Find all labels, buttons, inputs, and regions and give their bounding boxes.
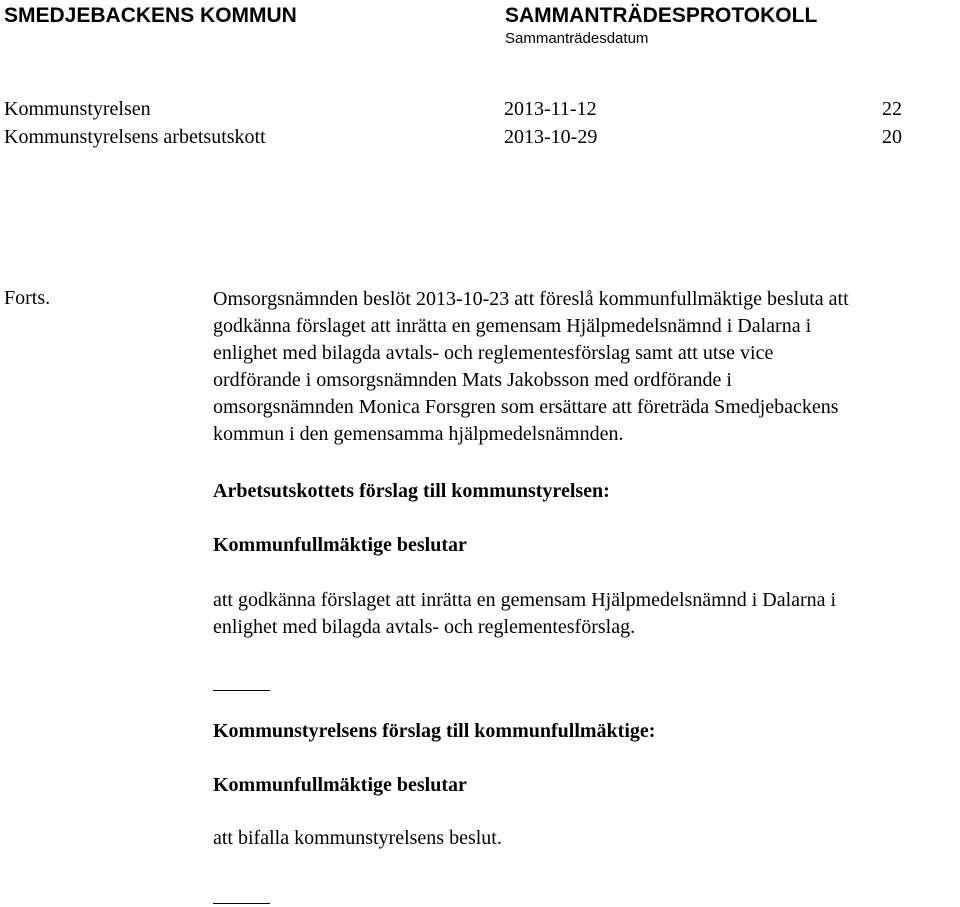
ks-proposal-heading: Kommunstyrelsens förslag till kommunfullmäktige:	[213, 720, 656, 742]
continued-label: Forts.	[4, 287, 51, 309]
au-decides-heading: Kommunfullmäktige beslutar	[213, 534, 467, 556]
text-line: omsorgsnämnden Monica Forsgren som ersättare att företräda Smedjebackens	[213, 396, 839, 418]
text-line: Omsorgsnämnden beslöt 2013-10-23 att föreslå kommunfullmäktige besluta att	[213, 288, 849, 310]
meeting-body: Kommunstyrelsen	[4, 98, 151, 120]
text-line: enlighet med bilagda avtals- och reglementesförslag samt att utse vice	[213, 342, 774, 364]
meeting-date-label: Sammanträdesdatum	[505, 30, 649, 47]
intro-paragraph	[213, 286, 958, 448]
paragraph-number: 20	[882, 126, 902, 148]
meeting-date: 2013-10-29	[504, 126, 598, 148]
ks-decision-line: att bifalla kommunstyrelsens beslut.	[213, 827, 502, 849]
au-decision-paragraph	[213, 587, 958, 641]
section-divider	[213, 690, 270, 691]
ks-decides-heading: Kommunfullmäktige beslutar	[213, 774, 467, 796]
au-proposal-heading: Arbetsutskottets förslag till kommunstyrelsen:	[213, 480, 610, 502]
paragraph-number: 22	[882, 98, 902, 120]
text-line: enlighet med bilagda avtals- och reglementesförslag.	[213, 616, 636, 638]
meeting-date: 2013-11-12	[504, 98, 597, 120]
text-line: ordförande i omsorgsnämnden Mats Jakobsson med ordförande i	[213, 369, 732, 391]
text-line: godkänna förslaget att inrätta en gemensam Hjälpmedelsnämnd i Dalarna i	[213, 315, 812, 337]
section-divider	[213, 903, 270, 904]
organization-name: SMEDJEBACKENS KOMMUN	[4, 4, 297, 27]
text-line: att godkänna förslaget att inrätta en gemensam Hjälpmedelsnämnd i Dalarna i	[213, 589, 837, 611]
text-line: kommun i den gemensamma hjälpmedelsnämnden.	[213, 423, 624, 445]
document-type: SAMMANTRÄDESPROTOKOLL	[505, 4, 818, 27]
meeting-body: Kommunstyrelsens arbetsutskott	[4, 126, 266, 148]
